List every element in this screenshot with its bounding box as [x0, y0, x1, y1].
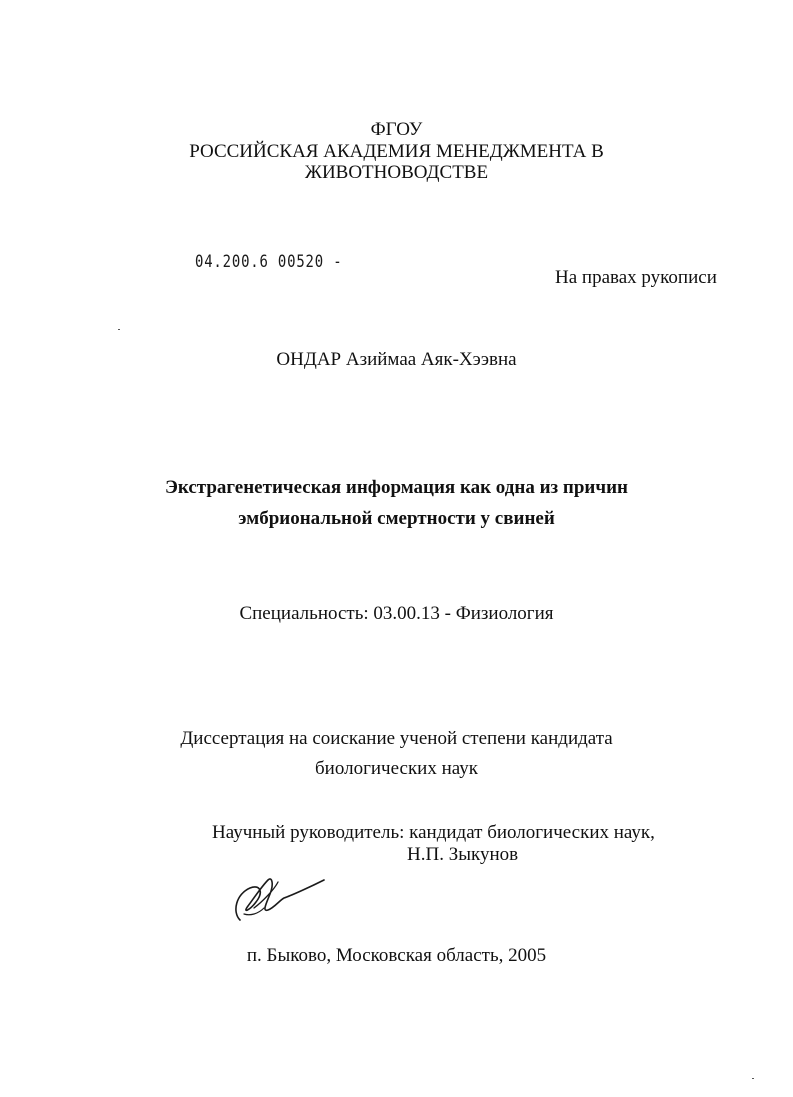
org-abbreviation: ФГОУ	[370, 119, 423, 140]
author-name: ОНДАР Азиймаа Аяк-Хээвна	[276, 349, 517, 370]
speck-mark	[118, 329, 120, 330]
speck-mark-bottom	[752, 1078, 754, 1079]
registration-stamp: 04.200.6 00520 -	[195, 252, 343, 272]
specialty: Специальность: 03.00.13 - Физиология	[239, 603, 554, 624]
handwritten-signature-icon	[228, 868, 328, 928]
thesis-title-line2: эмбриональной смертности у свиней	[238, 508, 555, 529]
supervisor-name: Н.П. Зыкунов	[407, 844, 519, 865]
org-name-line1: РОССИЙСКАЯ АКАДЕМИЯ МЕНЕДЖМЕНТА В	[189, 141, 604, 162]
org-name-line2: ЖИВОТНОВОДСТВЕ	[304, 162, 489, 183]
place-and-year: п. Быково, Московская область, 2005	[246, 945, 547, 966]
thesis-title-line1: Экстрагенетическая информация как одна из причин	[165, 477, 628, 498]
dissertation-line1: Диссертация на соискание ученой степени кандидата	[180, 728, 613, 749]
manuscript-rights-note: На правах рукописи	[555, 267, 717, 288]
dissertation-line2: биологических наук	[315, 758, 478, 779]
supervisor-line: Научный руководитель: кандидат биологических наук,	[212, 822, 655, 843]
